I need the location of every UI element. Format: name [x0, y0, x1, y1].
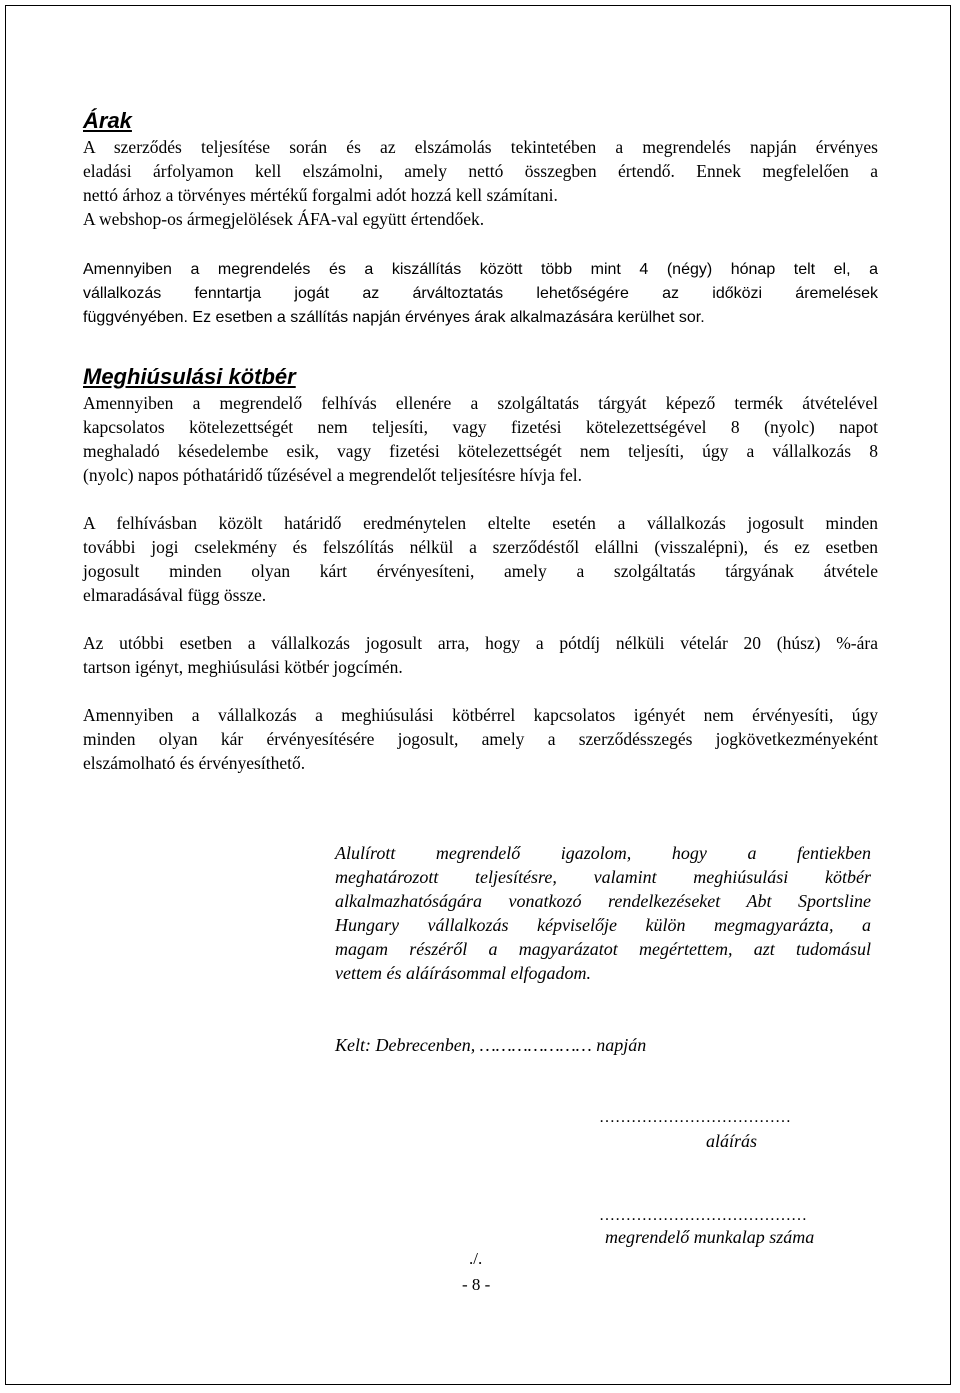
text-line: Hungary vállalkozás képviselője külön megmagyarázta, a: [335, 915, 871, 935]
text-line: függvényében. Ez esetben a szállítás napján érvényes árak alkalmazására kerülhet sor.: [83, 309, 705, 326]
worksheet-number-label: megrendelő munkalap száma: [605, 1227, 815, 1247]
text-line: további jogi cselekmény és felszólítás nélkül a szerződéstől elállni (visszalépni), és ez esetben: [83, 537, 878, 557]
worksheet-number-line: …………………………………: [599, 1207, 807, 1224]
text-line: Amennyiben a megrendelés és a kiszállítás között több mint 4 (négy) hónap telt el, a: [83, 261, 878, 278]
text-line: meghatározott teljesítésre, valamint meghiúsulási kötbér: [335, 867, 871, 887]
text-line: elszámolható és érvényesíthető.: [83, 753, 306, 773]
text-line: nettó árhoz a törvényes mértékű forgalmi adót hozzá kell számítani.: [83, 185, 558, 205]
date-place-line: Kelt: Debrecenben, ………………… napján: [335, 1035, 647, 1055]
section-title-prices: Árak: [83, 108, 132, 133]
text-line: tartson igényt, meghiúsulási kötbér jogcímén.: [83, 657, 403, 677]
text-line: A webshop-os ármegjelölések ÁFA-val együtt értendőek.: [83, 209, 485, 229]
penalty-paragraph-1: [83, 391, 878, 487]
text-line: Az utóbbi esetben a vállalkozás jogosult arra, hogy a pótdíj nélküli vételár 20 (húsz) %-ára: [83, 633, 878, 653]
text-line: A felhívásban közölt határidő eredménytelen eltelte esetén a vállalkozás jogosult minden: [83, 513, 878, 533]
text-line: vettem és aláírásommal elfogadom.: [335, 963, 591, 983]
text-line: elmaradásával függ össze.: [83, 585, 267, 605]
text-line: magam részéről a magyarázatot megértettem, azt tudomásul: [335, 939, 871, 959]
text-line: (nyolc) napos póthatáridő tűzésével a megrendelőt teljesítésre hívja fel.: [83, 465, 583, 485]
text-line: Alulírott megrendelő igazolom, hogy a fentiekben: [335, 843, 871, 863]
signature-label: aláírás: [706, 1131, 758, 1151]
section-title-penalty: Meghiúsulási kötbér: [83, 364, 296, 389]
text-line: jogosult minden olyan kárt érvényesíteni, amely a szolgáltatás tárgyának átvétele: [83, 561, 878, 581]
penalty-paragraph-2: [83, 511, 878, 607]
page-number: - 8 -: [462, 1275, 491, 1294]
prices-paragraph-1: [83, 135, 878, 231]
text-line: minden olyan kár érvényesítésére jogosult, amely a szerződésszegés jogkövetkezményeként: [83, 729, 878, 749]
prices-paragraph-2: [83, 258, 878, 330]
text-line: alkalmazhatóságára vonatkozó rendelkezéseket Abt Sportsline: [335, 891, 871, 911]
text-line: meghaladó késedelembe esik, vagy fizetési kötelezettségét nem teljesíti, úgy a vállalkozás 8: [83, 441, 878, 461]
penalty-paragraph-3: [83, 631, 878, 679]
continuation-mark: ./.: [469, 1249, 483, 1268]
text-line: vállalkozás fenntartja jogát az árváltoztatás lehetőségére az időközi áremelések: [83, 285, 878, 302]
text-line: kapcsolatos kötelezettségét nem teljesíti, vagy fizetési kötelezettségével 8 (nyolc) napot: [83, 417, 878, 437]
text-line: Amennyiben a megrendelő felhívás ellenére a szolgáltatás tárgyát képező termék átvételével: [83, 393, 878, 413]
document-body: [83, 107, 878, 775]
text-line: eladási árfolyamon kell elszámolni, amely nettó összegben értendő. Ennek megfelelően a: [83, 161, 878, 181]
text-line: A szerződés teljesítése során és az elszámolás tekintetében a megrendelés napján érvényes: [83, 137, 878, 157]
signature-line: ………………………………: [599, 1109, 791, 1126]
penalty-paragraph-4: [83, 703, 878, 775]
customer-statement: [335, 841, 871, 985]
text-line: Amennyiben a vállalkozás a meghiúsulási kötbérrel kapcsolatos igényét nem érvényesíti, úgy: [83, 705, 878, 725]
